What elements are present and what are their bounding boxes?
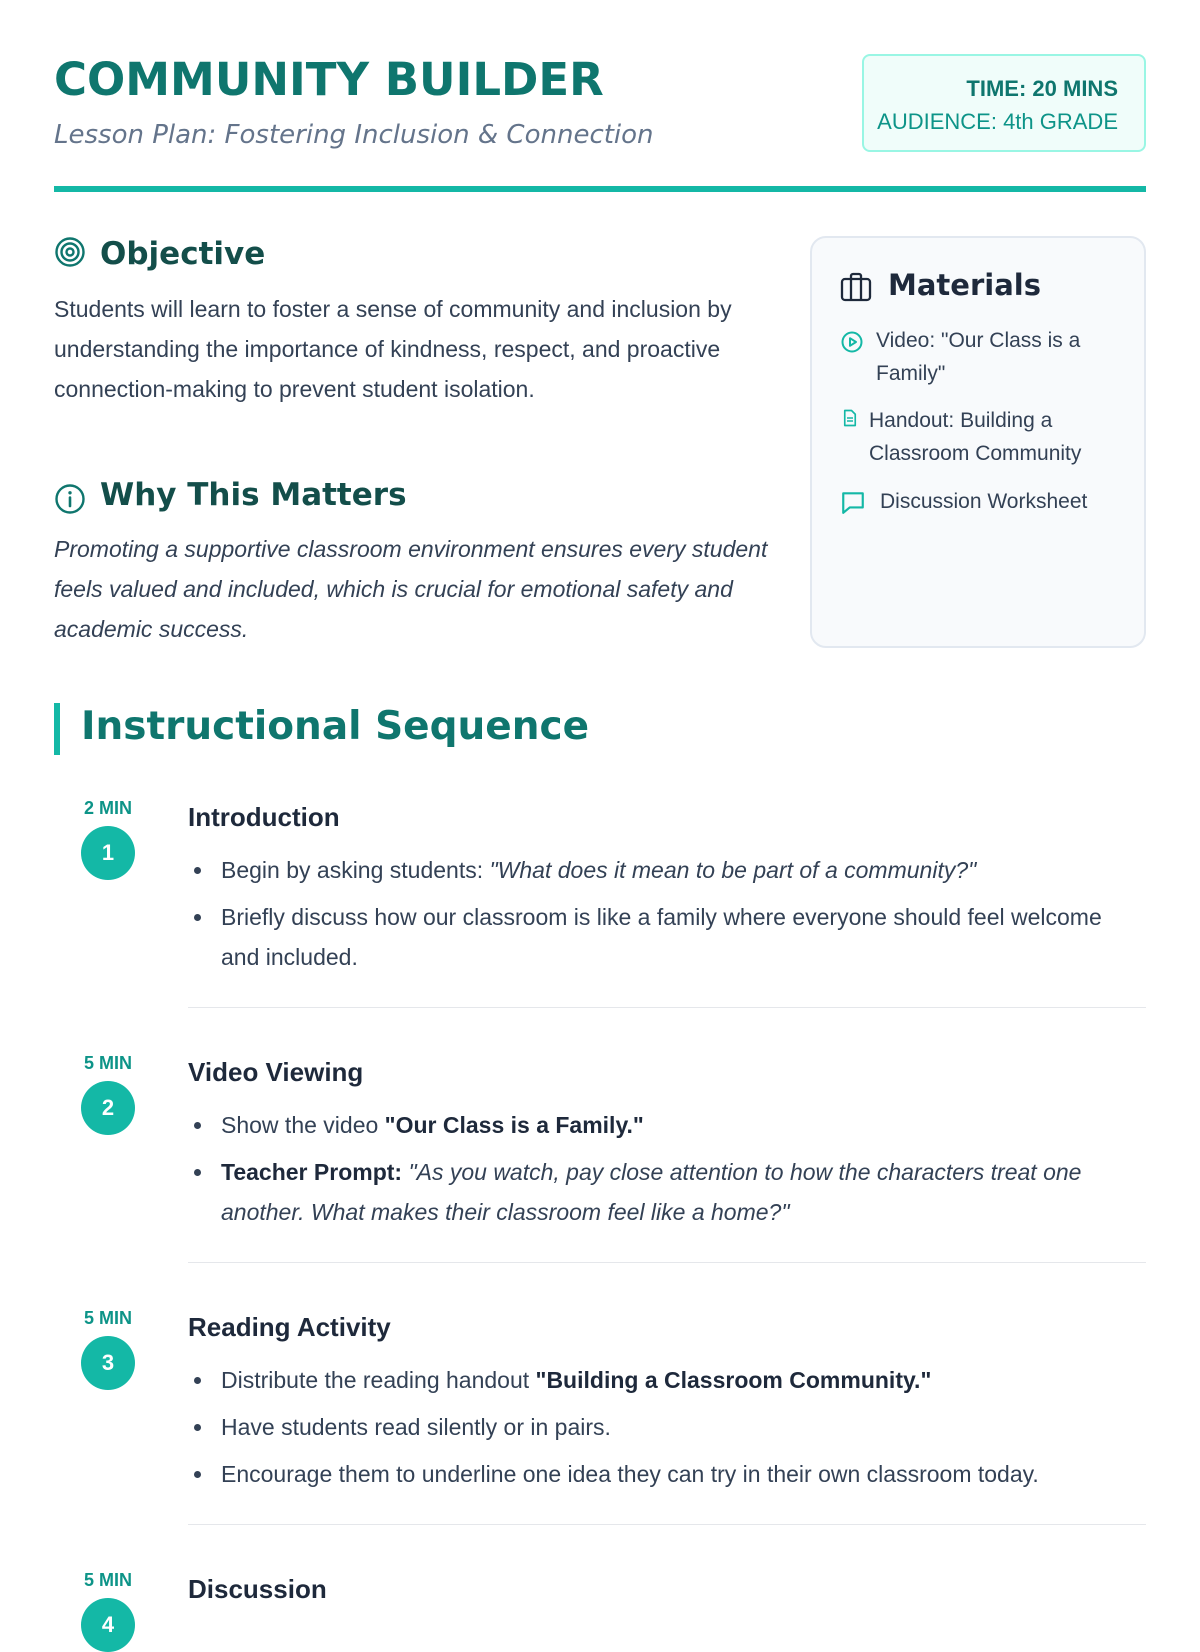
lesson-audience: AUDIENCE: 4th GRADE	[877, 109, 1118, 134]
step-number: 3	[81, 1336, 135, 1390]
step-bullet: Teacher Prompt: "As you watch, pay close attention to how the characters treat one another. What makes their classroom feel like a home?"	[188, 1152, 1146, 1232]
materials-item-label: Handout: Building a Classroom Community	[869, 409, 1082, 465]
lesson-time: TIME: 20 MINS	[966, 76, 1118, 101]
why-text: Promoting a supportive classroom environment ensures every student feels valued and included, which is crucial for emotional safety and academic success.	[54, 536, 768, 642]
step-number: 4	[81, 1598, 135, 1652]
target-icon	[54, 236, 86, 268]
materials-heading: Materials	[888, 268, 1041, 302]
step-bullet: Distribute the reading handout "Building a Classroom Community."	[188, 1360, 1146, 1400]
materials-item-label: Discussion Worksheet	[880, 490, 1088, 513]
step-number: 2	[81, 1081, 135, 1135]
materials-item-label: Video: "Our Class is a Family"	[876, 329, 1081, 385]
step-bullets	[188, 1105, 1146, 1239]
objective-heading: Objective	[100, 236, 266, 272]
page-title: COMMUNITY BUILDER	[54, 53, 604, 106]
step-bullet: Show the video "Our Class is a Family."	[188, 1105, 1146, 1145]
page-subtitle: Lesson Plan: Fostering Inclusion & Connection	[54, 120, 654, 150]
sequence-heading: Instructional Sequence	[81, 704, 590, 749]
step-title: Reading Activity	[188, 1312, 391, 1342]
step-bullets	[188, 850, 1146, 984]
chat-bubble-icon	[840, 489, 866, 515]
sequence-accent-bar	[54, 703, 60, 755]
why-heading: Why This Matters	[100, 477, 407, 513]
document-icon	[841, 408, 859, 428]
step-divider	[188, 1007, 1146, 1008]
step-bullet: Begin by asking students: "What does it mean to be part of a community?"	[188, 850, 1146, 890]
step-divider	[188, 1262, 1146, 1263]
step-divider	[188, 1524, 1146, 1525]
materials-item	[840, 485, 1120, 518]
step-bullet: Briefly discuss how our classroom is like a family where everyone should feel welcome and included.	[188, 897, 1146, 977]
materials-card	[810, 236, 1146, 648]
briefcase-icon	[840, 272, 872, 302]
materials-item	[840, 404, 1120, 470]
play-circle-icon	[840, 330, 864, 354]
step-title: Video Viewing	[188, 1057, 364, 1087]
step-title: Discussion	[188, 1574, 327, 1604]
lesson-meta-box	[862, 54, 1146, 152]
step-duration: 5 MIN	[83, 1308, 132, 1328]
step-duration: 5 MIN	[83, 1570, 132, 1590]
step-bullets	[188, 1360, 1146, 1501]
lesson-header	[54, 50, 1146, 194]
objective-text: Students will learn to foster a sense of community and inclusion by understanding the importance of kindness, respect, and proactive connection-making to prevent student isolation.	[54, 296, 732, 402]
header-divider	[54, 186, 1146, 192]
step-title: Introduction	[188, 802, 340, 832]
step-bullet: Encourage them to underline one idea they can try in their own classroom today.	[188, 1454, 1146, 1494]
step-bullet: Have students read silently or in pairs.	[188, 1407, 1146, 1447]
materials-item	[840, 324, 1120, 390]
step-duration: 5 MIN	[83, 1053, 132, 1073]
step-number: 1	[81, 826, 135, 880]
step-duration: 2 MIN	[83, 798, 132, 818]
info-icon	[54, 483, 86, 515]
